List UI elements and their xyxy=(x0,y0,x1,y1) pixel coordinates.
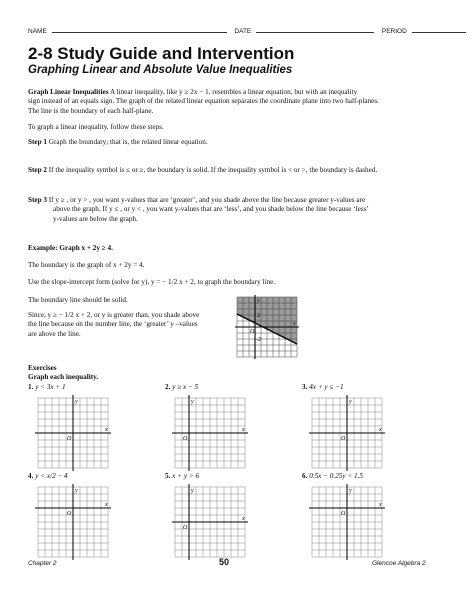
x-axis-label: x xyxy=(105,427,108,433)
intro-text-1: A linear inequality, like y ≥ 2x − 1, resembles a linear equation, but with an inequality xyxy=(109,88,358,96)
step-3-text-1: If y ≥ , or y > , you want y-values that are ‘greater’, and you shade above the line because greater y-values are xyxy=(48,196,366,204)
footer-chapter: Chapter 2 xyxy=(28,560,57,567)
example-line-5: the line because on the number line, the ‘greater’ y –values xyxy=(28,320,198,329)
exercise-5-label: 5. x + y > 6 xyxy=(165,472,200,480)
step-2-label: Step 2 xyxy=(28,166,47,174)
example-tick-neg2: -2 xyxy=(256,337,261,343)
x-axis-label: x xyxy=(379,502,382,508)
x-axis-label: x xyxy=(242,516,245,522)
exercise-1-label: 1. y < 3x + 1 xyxy=(28,383,66,391)
step-3-label: Step 3 xyxy=(28,196,47,204)
period-blank[interactable] xyxy=(412,32,466,33)
example-heading: Example: Graph x + 2y ≥ 4. xyxy=(28,244,113,252)
x-axis-label: x xyxy=(379,427,382,433)
example-line-3: The boundary line should be solid. xyxy=(28,296,128,304)
origin-label: O xyxy=(183,436,188,442)
coordinate-grid[interactable] xyxy=(172,395,248,471)
coordinate-grid[interactable] xyxy=(309,484,385,560)
intro-paragraph xyxy=(28,88,453,116)
name-blank[interactable] xyxy=(52,32,227,33)
example-graph xyxy=(234,294,300,360)
exercise-5-graph[interactable] xyxy=(172,484,248,565)
step-1 xyxy=(28,138,453,147)
example-y-label: y xyxy=(257,298,260,304)
exercise-1-graph[interactable] xyxy=(35,395,111,476)
steps-intro: To graph a linear inequality, follow these steps. xyxy=(28,123,164,131)
date-blank[interactable] xyxy=(256,32,374,33)
exercise-2-label: 2. y ≥ x − 5 xyxy=(165,383,199,391)
exercise-3-expr: 4x + y ≤ −1 xyxy=(309,383,344,391)
name-label: NAME xyxy=(28,28,47,35)
exercise-6-expr: 0.5x − 0.25y < 1.5 xyxy=(309,472,364,480)
example-line-4: Since, y ≥ − 1/2 x + 2, or y is greater than, you shade above xyxy=(28,311,200,319)
exercise-6-label: 6. 0.5x − 0.25y < 1.5 xyxy=(302,472,364,480)
example-origin-label: O xyxy=(250,329,255,335)
x-axis-label: x xyxy=(105,502,108,508)
exercise-3-label: 3. 4x + y ≤ −1 xyxy=(302,383,344,391)
exercise-2-expr: y ≥ x − 5 xyxy=(172,383,199,391)
y-axis-label: y xyxy=(75,399,78,405)
exercise-4-label: 4. y < x/2 − 4 xyxy=(28,472,68,480)
name-date-period-line xyxy=(28,28,466,35)
origin-label: O xyxy=(183,525,188,531)
example-tick-2: 2 xyxy=(257,313,260,319)
origin-label: O xyxy=(341,511,346,517)
step-3-text-2: above the graph. If y ≤ , or y < , you want y-values that are ‘less’, and you shade below the line because ‘less’ xyxy=(53,205,369,214)
y-axis-label: y xyxy=(349,399,352,405)
coordinate-grid[interactable] xyxy=(35,484,111,560)
exercise-2-graph[interactable] xyxy=(172,395,248,476)
exercise-6-graph[interactable] xyxy=(309,484,385,565)
y-axis-label: y xyxy=(191,488,194,494)
step-2-text: If the inequality symbol is ≤ or ≥, the boundary is solid. If the inequality symbol is < or >, the boundary is dashed. xyxy=(48,166,378,174)
example-line-2: Use the slope-intercept form (solve for y), y = − 1/2 x + 2, to graph the boundary line. xyxy=(28,278,276,286)
lesson-subtitle: Graphing Linear and Absolute Value Inequalities xyxy=(28,64,293,76)
exercises-instruction: Graph each inequality. xyxy=(28,373,99,381)
example-explanation xyxy=(28,311,238,339)
footer-page-number: 50 xyxy=(219,557,230,567)
intro-text-2: sign instead of an equals sign. The graph of the related linear equation separates the coordinate plane into two half-planes. xyxy=(28,97,379,106)
step-2 xyxy=(28,166,458,175)
step-1-label: Step 1 xyxy=(28,138,47,146)
coordinate-grid[interactable] xyxy=(172,484,248,560)
coordinate-grid[interactable] xyxy=(35,395,111,471)
x-axis-label: x xyxy=(242,427,245,433)
step-1-text: Graph the boundary; that is, the related linear equation. xyxy=(48,138,208,146)
origin-label: O xyxy=(67,436,72,442)
y-axis-label: y xyxy=(75,488,78,494)
exercises-heading: Exercises xyxy=(28,364,57,372)
date-label: DATE xyxy=(234,28,252,35)
example-x-label: x xyxy=(293,321,296,327)
step-3-text-3: y-values are below the graph. xyxy=(53,214,138,223)
origin-label: O xyxy=(341,436,346,442)
intro-term: Graph Linear Inequalities xyxy=(28,88,109,96)
period-label: PERIOD xyxy=(381,28,407,35)
exercise-4-expr: y < x/2 − 4 xyxy=(35,472,68,480)
exercise-4-graph[interactable] xyxy=(35,484,111,565)
y-axis-label: y xyxy=(191,399,194,405)
lesson-title: 2-8 Study Guide and Intervention xyxy=(28,44,295,63)
coordinate-grid[interactable] xyxy=(309,395,385,471)
step-3 xyxy=(28,196,458,224)
example-line-1: The boundary is the graph of x + 2y = 4. xyxy=(28,261,145,269)
exercise-5-expr: x + y > 6 xyxy=(172,472,200,480)
y-axis-label: y xyxy=(349,488,352,494)
intro-text-3: The line is the boundary of each half-plane. xyxy=(28,106,154,115)
exercise-1-expr: y < 3x + 1 xyxy=(35,383,66,391)
example-line-6: are above the line. xyxy=(28,329,81,338)
origin-label: O xyxy=(67,511,72,517)
footer-book: Glencoe Algebra 2 xyxy=(372,560,426,567)
exercise-3-graph[interactable] xyxy=(309,395,385,476)
